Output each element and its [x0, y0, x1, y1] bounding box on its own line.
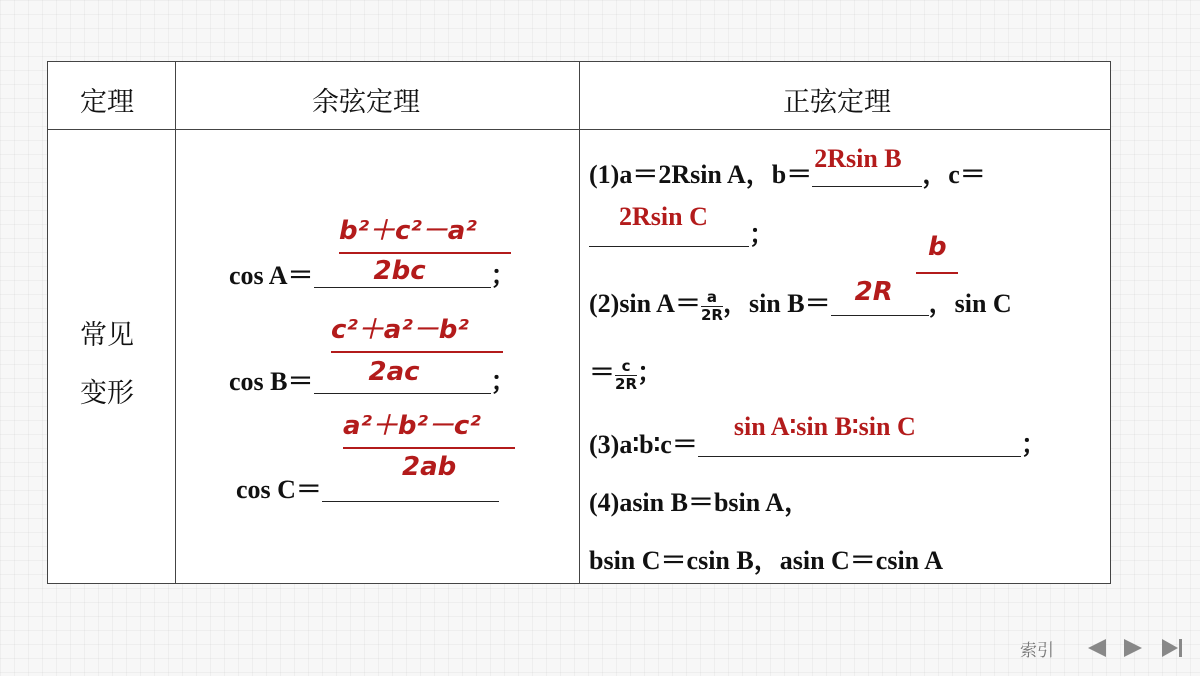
cosA-blank	[314, 256, 491, 288]
cosC-formula	[236, 469, 499, 506]
sine-l2-answer: 2Rsin C	[619, 202, 708, 231]
sine-l3-suffix: ，sin C	[928, 289, 1012, 318]
sine-l5-prefix: (3)a∶b∶c＝	[589, 430, 698, 459]
sinB-fraction-bar	[916, 272, 958, 274]
formula-table	[47, 61, 1111, 584]
cosA-fraction-bar	[339, 252, 511, 254]
cosB-fraction-bar	[331, 351, 503, 353]
cosA-formula	[229, 255, 517, 292]
cosB-blank	[314, 357, 491, 394]
row-label-line: 变形	[80, 378, 134, 409]
sinA-fraction	[701, 289, 723, 324]
sine-line-6: (4)asin B＝bsin A，	[589, 488, 811, 517]
cosB-numerator: c²＋a²－b²	[331, 315, 469, 345]
cosC-fraction-bar	[343, 447, 515, 449]
sinA-frac-numerator: a	[706, 287, 718, 306]
sine-line-4	[589, 352, 663, 393]
cosB-prefix: cos B＝	[229, 367, 314, 396]
sine-l2-blank	[589, 202, 749, 247]
cosA-numerator: b²＋c²－a²	[339, 216, 477, 246]
sine-line-2	[589, 202, 776, 251]
triangle-left-icon	[1086, 638, 1108, 658]
cosC-denominator: 2ab	[402, 452, 457, 482]
sine-line-3	[589, 277, 1012, 324]
cosB-denominator: 2ac	[368, 357, 420, 387]
sinC-frac-denominator: 2R	[615, 374, 638, 393]
sine-l3-mid: ，sin B＝	[722, 289, 831, 318]
header-sine-law: 正弦定理	[783, 87, 891, 118]
sine-l1-blank	[812, 144, 922, 187]
skip-end-icon	[1160, 638, 1184, 658]
sinB-blank	[831, 277, 929, 316]
cosB-formula	[229, 357, 517, 398]
sine-l1-answer: 2Rsin B	[814, 144, 902, 173]
sinC-frac-numerator: c	[621, 356, 631, 375]
prev-slide-button[interactable]	[1086, 638, 1108, 663]
sinC-fraction	[615, 358, 637, 393]
sine-l1-prefix: (1)a＝2Rsin A，b＝	[589, 160, 813, 189]
sine-l4-suffix: ；	[637, 358, 664, 387]
sine-l1-suffix: ，c＝	[922, 160, 986, 189]
sine-l5-suffix: ；	[1020, 430, 1047, 459]
next-slide-button[interactable]	[1122, 638, 1144, 663]
triangle-right-icon	[1122, 638, 1144, 658]
column-divider	[175, 62, 176, 583]
cosA-denominator: 2bc	[373, 256, 426, 286]
cosC-blank	[322, 473, 499, 502]
sine-l4-prefix: ＝	[589, 358, 616, 387]
cosA-prefix: cos A＝	[229, 261, 314, 290]
sine-line-5	[589, 412, 1047, 461]
sine-l5-blank	[698, 412, 1021, 457]
sinA-frac-denominator: 2R	[700, 305, 723, 324]
sine-line-1	[589, 144, 986, 191]
index-link[interactable]: 索引	[1020, 641, 1054, 661]
sine-l2-suffix: ；	[749, 220, 776, 249]
header-theorem: 定理	[80, 87, 134, 118]
sine-l3-prefix: (2)sin A＝	[589, 289, 701, 318]
cosC-prefix: cos C＝	[236, 475, 322, 504]
cosB-semicolon: ；	[490, 367, 517, 396]
row-label-line: 常见	[80, 320, 134, 351]
sinB-frac-numerator: b	[928, 232, 947, 262]
last-slide-button[interactable]	[1160, 638, 1184, 663]
sinB-frac-denominator: 2R	[854, 277, 893, 307]
header-divider	[48, 129, 1110, 130]
cosA-semicolon: ；	[490, 261, 517, 290]
row-label-common-variants	[80, 307, 134, 423]
cosC-numerator: a²＋b²－c²	[343, 411, 481, 441]
sine-l5-answer: sin A∶sin B∶sin C	[733, 412, 916, 441]
header-cosine-law: 余弦定理	[312, 87, 420, 118]
column-divider	[579, 62, 580, 583]
sine-line-7: bsin C＝csin B，asin C＝csin A	[589, 546, 943, 575]
